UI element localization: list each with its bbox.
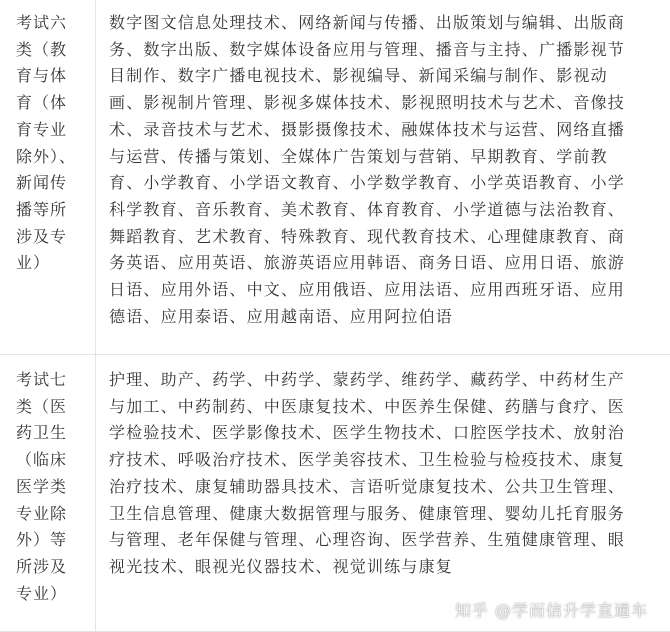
- watermark: 知乎 @学而信升学直通车: [454, 601, 648, 620]
- table-row: [0, 355, 670, 632]
- category-cell: [0, 0, 96, 354]
- majors-list: 护理、助产、药学、中药学、蒙药学、维药学、藏药学、中药材生产与加工、中药制药、中医康复技术、中医养生保健、药膳与食疗、医学检验技术、医学影像技术、医学生物技术、口腔医学技术、放射治疗技术、呼吸治疗技术、医学美容技术、卫生检验与检疫技术、康复治疗技术、康复辅助器具技术、言语听觉康复技术、公共卫生管理、卫生信息管理、健康大数据管理与服务、健康管理、婴幼儿托育服务与管理、老年保健与管理、心理咨询、医学营养、生殖健康管理、眼视光技术、眼视光仪器技术、视觉训练与康复: [109, 370, 626, 576]
- majors-list: 数字图文信息处理技术、网络新闻与传播、出版策划与编辑、出版商务、数字出版、数字媒体设备应用与管理、播音与主持、广播影视节目制作、数字广播电视技术、影视编导、新闻采编与制作、影视动画、影视制片管理、影视多媒体技术、影视照明技术与艺术、音像技术、录音技术与艺术、摄影摄像技术、融媒体技术与运营、网络直播与运营、传播与策划、全媒体广告策划与营销、早期教育、学前教育、小学教育、小学语文教育、小学数学教育、小学英语教育、小学科学教育、音乐教育、美术教育、体育教育、小学道德与法治教育、舞蹈教育、艺术教育、特殊教育、现代教育技术、心理健康教育、商务英语、应用英语、旅游英语应用韩语、商务日语、应用日语、旅游日语、应用外语、中文、应用俄语、应用法语、应用西班牙语、应用德语、应用泰语、应用越南语、应用阿拉伯语: [109, 13, 626, 326]
- majors-cell: [97, 355, 670, 631]
- category-label: 考试七类（医药卫生（临床医学类专业除外）等所涉及专业）: [16, 370, 68, 603]
- category-cell: [0, 355, 96, 631]
- majors-cell: [97, 0, 670, 354]
- category-label: 考试六类（教育与体育（体育专业除外）、新闻传播等所涉及专业）: [16, 13, 77, 273]
